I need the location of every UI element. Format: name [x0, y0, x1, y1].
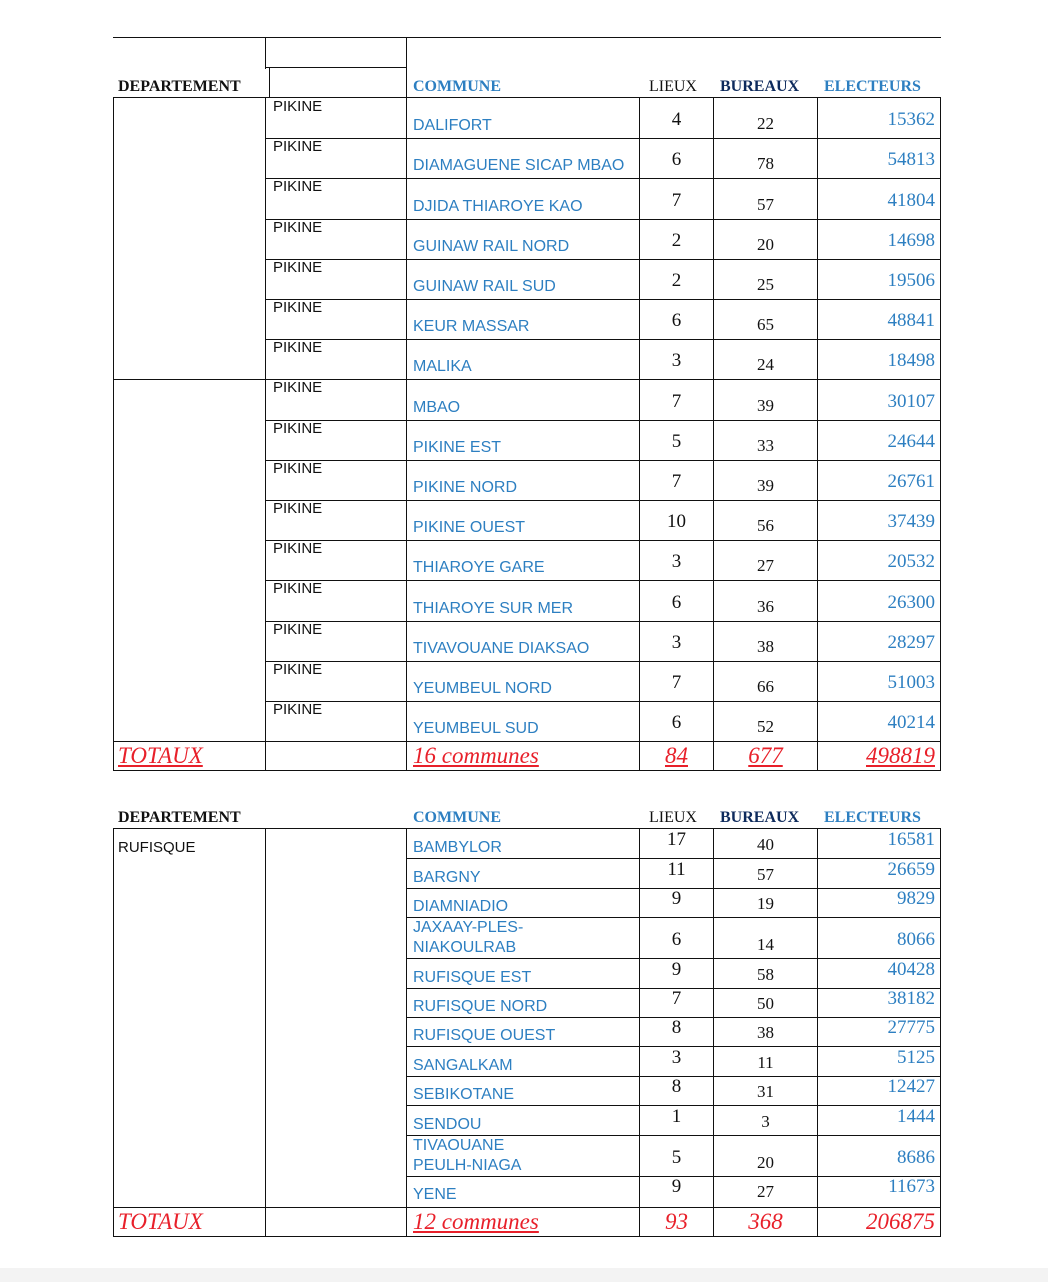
header-bureaux: BUREAUX	[720, 78, 800, 95]
lieux-cell: 4	[671, 109, 682, 130]
bureaux-cell: 57	[757, 865, 774, 884]
bureaux-cell: 39	[757, 476, 774, 495]
bureaux-cell: 56	[757, 516, 774, 535]
electeurs-cell: 38182	[887, 988, 935, 1009]
commune-cell	[413, 217, 635, 257]
departement-cell: PIKINE	[273, 178, 323, 195]
table1-rule	[113, 379, 266, 380]
electeurs-cell: 24644	[887, 431, 935, 452]
table2-bottom-rule	[113, 1236, 941, 1237]
bureaux-cell: 65	[757, 315, 774, 334]
electeurs-cell: 1444	[897, 1106, 935, 1127]
lieux-cell: 3	[671, 350, 682, 371]
totaux-electeurs: 498819	[866, 743, 935, 768]
departement-cell: RUFISQUE	[118, 839, 196, 856]
lieux-cell: 7	[671, 190, 682, 211]
commune-name: GUINAW RAIL NORD	[413, 238, 570, 255]
bureaux-cell: 52	[757, 717, 774, 736]
electeurs-cell: 37439	[887, 511, 935, 532]
departement-cell: PIKINE	[273, 661, 323, 678]
commune-cell	[413, 418, 635, 458]
commune-name: PIKINE OUEST	[413, 519, 526, 536]
lieux-cell: 9	[671, 959, 682, 980]
lieux-cell: 7	[671, 471, 682, 492]
lieux-cell: 6	[671, 712, 682, 733]
commune-name: YEUMBEUL NORD	[413, 680, 552, 697]
electeurs-cell: 41804	[887, 190, 935, 211]
commune-cell	[413, 699, 635, 739]
electeurs-cell: 40214	[887, 712, 935, 733]
electeurs-cell: 26761	[887, 471, 935, 492]
table1-rule	[940, 97, 941, 770]
commune-name: RUFISQUE OUEST	[413, 1027, 556, 1044]
bureaux-cell: 14	[757, 935, 774, 954]
header-commune: COMMUNE	[413, 78, 501, 95]
commune-name: JAXAAY-PLES-NIAKOULRAB	[413, 919, 524, 956]
departement-cell: PIKINE	[273, 580, 323, 597]
electeurs-cell: 26300	[887, 592, 935, 613]
commune-name: PIKINE EST	[413, 439, 502, 456]
electeurs-cell: 28297	[887, 632, 935, 653]
commune-name: SENDOU	[413, 1116, 482, 1133]
electeurs-cell: 15362	[887, 109, 935, 130]
header-commune: COMMUNE	[413, 809, 501, 826]
departement-cell: PIKINE	[273, 460, 323, 477]
electeurs-cell: 12427	[887, 1076, 935, 1097]
lieux-cell: 6	[671, 149, 682, 170]
bureaux-cell: 58	[757, 965, 774, 984]
table1-rule	[113, 741, 941, 742]
departement-cell: PIKINE	[273, 339, 323, 356]
commune-cell	[413, 96, 635, 136]
table1-rule	[269, 67, 270, 97]
table1-rule	[113, 97, 114, 770]
departement-cell: PIKINE	[273, 219, 323, 236]
departement-cell: PIKINE	[273, 621, 323, 638]
bureaux-cell: 50	[757, 994, 774, 1013]
header-departement: DEPARTEMENT	[118, 809, 241, 826]
table1-rule	[265, 97, 266, 770]
commune-name: DJIDA THIAROYE KAO	[413, 198, 583, 215]
commune-cell	[413, 958, 563, 988]
electeurs-cell: 19506	[887, 270, 935, 291]
commune-name: DALIFORT	[413, 117, 492, 134]
lieux-cell: 7	[671, 672, 682, 693]
totaux-lieux: 93	[665, 1209, 688, 1234]
lieux-cell: 2	[671, 270, 682, 291]
table2-rule	[940, 828, 941, 1236]
commune-cell	[413, 378, 635, 418]
commune-cell	[413, 337, 635, 377]
electeurs-cell: 16581	[887, 829, 935, 850]
commune-name: MBAO	[413, 399, 461, 416]
lieux-cell: 3	[671, 632, 682, 653]
lieux-cell: 7	[671, 391, 682, 412]
commune-name: YEUMBEUL SUD	[413, 720, 539, 737]
table1-top-rule	[113, 37, 941, 38]
table2-rule	[265, 828, 266, 1236]
commune-name: TIVAOUANE PEULH-NIAGA	[413, 1137, 522, 1174]
departement-cell: PIKINE	[273, 259, 323, 276]
departement-cell: PIKINE	[273, 420, 323, 437]
totaux-bureaux: 368	[748, 1209, 783, 1234]
table1-rule	[265, 67, 406, 68]
lieux-cell: 5	[671, 1147, 682, 1168]
bureaux-cell: 66	[757, 677, 774, 696]
commune-cell	[413, 257, 635, 297]
totaux-communes: 12 communes	[413, 1209, 539, 1234]
commune-cell	[413, 888, 563, 917]
table1-rule	[265, 37, 266, 69]
electeurs-cell: 18498	[887, 350, 935, 371]
commune-cell	[413, 458, 635, 498]
bureaux-cell: 31	[757, 1082, 774, 1101]
commune-cell	[413, 1105, 563, 1135]
electeurs-cell: 14698	[887, 230, 935, 251]
totaux-label: TOTAUX	[118, 743, 203, 768]
commune-name: TIVAVOUANE DIAKSAO	[413, 640, 590, 657]
bureaux-cell: 24	[757, 355, 774, 374]
commune-cell	[413, 297, 635, 337]
commune-name: SEBIKOTANE	[413, 1086, 515, 1103]
commune-name: MALIKA	[413, 358, 472, 375]
lieux-cell: 8	[671, 1017, 682, 1038]
lieux-cell: 9	[671, 1176, 682, 1197]
commune-name: BAMBYLOR	[413, 839, 502, 856]
departement-cell: PIKINE	[273, 379, 323, 396]
lieux-cell: 6	[671, 310, 682, 331]
table1-bottom-rule	[113, 770, 941, 771]
commune-cell	[413, 136, 635, 176]
lieux-cell: 8	[671, 1076, 682, 1097]
departement-cell: PIKINE	[273, 138, 323, 155]
header-electeurs: ELECTEURS	[824, 78, 921, 95]
lieux-cell: 3	[671, 1047, 682, 1068]
lieux-cell: 1	[671, 1106, 682, 1127]
lieux-cell: 6	[671, 592, 682, 613]
commune-name: THIAROYE SUR MER	[413, 600, 574, 617]
header-departement: DEPARTEMENT	[118, 78, 241, 95]
totaux-bureaux: 677	[748, 743, 783, 768]
commune-cell	[413, 829, 563, 858]
totaux-electeurs: 206875	[866, 1209, 935, 1234]
electeurs-cell: 5125	[897, 1047, 935, 1068]
totaux-label: TOTAUX	[118, 1209, 203, 1234]
electeurs-cell: 20532	[887, 551, 935, 572]
departement-cell: PIKINE	[273, 540, 323, 557]
commune-cell	[413, 659, 635, 699]
commune-name: YENE	[413, 1186, 457, 1203]
bureaux-cell: 38	[757, 637, 774, 656]
electeurs-cell: 51003	[887, 672, 935, 693]
bureaux-cell: 40	[757, 835, 774, 854]
bureaux-cell: 20	[757, 1153, 774, 1172]
commune-name: KEUR MASSAR	[413, 318, 530, 335]
header-bureaux: BUREAUX	[720, 809, 800, 826]
commune-cell	[413, 1017, 563, 1046]
electeurs-cell: 8686	[897, 1147, 935, 1168]
commune-cell	[413, 1176, 563, 1205]
bureaux-cell: 38	[757, 1023, 774, 1042]
lieux-cell: 2	[671, 230, 682, 251]
lieux-cell: 17	[667, 829, 686, 850]
totaux-lieux: 84	[665, 743, 688, 768]
bureaux-cell: 78	[757, 154, 774, 173]
commune-name: RUFISQUE NORD	[413, 998, 548, 1015]
electeurs-cell: 54813	[887, 149, 935, 170]
bureaux-cell: 36	[757, 597, 774, 616]
bureaux-cell: 20	[757, 235, 774, 254]
table2-rule	[113, 1207, 941, 1208]
electeurs-cell: 30107	[887, 391, 935, 412]
bureaux-cell: 11	[757, 1053, 774, 1072]
commune-name: BARGNY	[413, 869, 481, 886]
bureaux-cell: 57	[757, 195, 774, 214]
departement-cell: PIKINE	[273, 299, 323, 316]
electeurs-cell: 40428	[887, 959, 935, 980]
totaux-communes: 16 communes	[413, 743, 539, 768]
commune-name: THIAROYE GARE	[413, 559, 545, 576]
commune-name: DIAMNIADIO	[413, 898, 509, 915]
electeurs-cell: 26659	[887, 859, 935, 880]
table2-rule	[406, 828, 407, 1236]
departement-cell: PIKINE	[273, 500, 323, 517]
commune-cell	[413, 538, 635, 578]
bureaux-cell: 33	[757, 436, 774, 455]
bureaux-cell: 19	[757, 894, 774, 913]
header-lieux: LIEUX	[649, 78, 697, 95]
bureaux-cell: 39	[757, 396, 774, 415]
bureaux-cell: 27	[757, 1182, 774, 1201]
departement-cell: PIKINE	[273, 98, 323, 115]
commune-cell	[413, 498, 635, 538]
departement-cell: PIKINE	[273, 701, 323, 718]
lieux-cell: 9	[671, 888, 682, 909]
commune-name: RUFISQUE EST	[413, 969, 532, 986]
commune-name: SANGALKAM	[413, 1057, 513, 1074]
commune-cell	[413, 1046, 563, 1076]
bureaux-cell: 22	[757, 114, 774, 133]
commune-name: PIKINE NORD	[413, 479, 518, 496]
electeurs-cell: 8066	[897, 929, 935, 950]
header-electeurs: ELECTEURS	[824, 809, 921, 826]
commune-name: GUINAW RAIL SUD	[413, 278, 556, 295]
commune-cell	[413, 1076, 563, 1105]
header-lieux: LIEUX	[649, 809, 697, 826]
commune-cell	[413, 858, 563, 888]
commune-cell	[413, 177, 635, 217]
bureaux-cell: 3	[761, 1112, 770, 1131]
commune-cell	[413, 917, 563, 958]
electeurs-cell: 27775	[887, 1017, 935, 1038]
electeurs-cell: 9829	[897, 888, 935, 909]
table2-rule	[113, 828, 114, 1236]
lieux-cell: 11	[667, 859, 686, 880]
bureaux-cell: 27	[757, 556, 774, 575]
lieux-cell: 5	[671, 431, 682, 452]
commune-cell	[413, 1135, 563, 1176]
bureaux-cell: 25	[757, 275, 774, 294]
electeurs-cell: 48841	[887, 310, 935, 331]
lieux-cell: 6	[671, 929, 682, 950]
electeurs-cell: 11673	[888, 1176, 935, 1197]
commune-cell	[413, 988, 563, 1017]
lieux-cell: 10	[667, 511, 686, 532]
commune-cell	[413, 579, 635, 619]
lieux-cell: 3	[671, 551, 682, 572]
lieux-cell: 7	[671, 988, 682, 1009]
commune-name: DIAMAGUENE SICAP MBAO	[413, 157, 625, 174]
commune-cell	[413, 619, 635, 659]
